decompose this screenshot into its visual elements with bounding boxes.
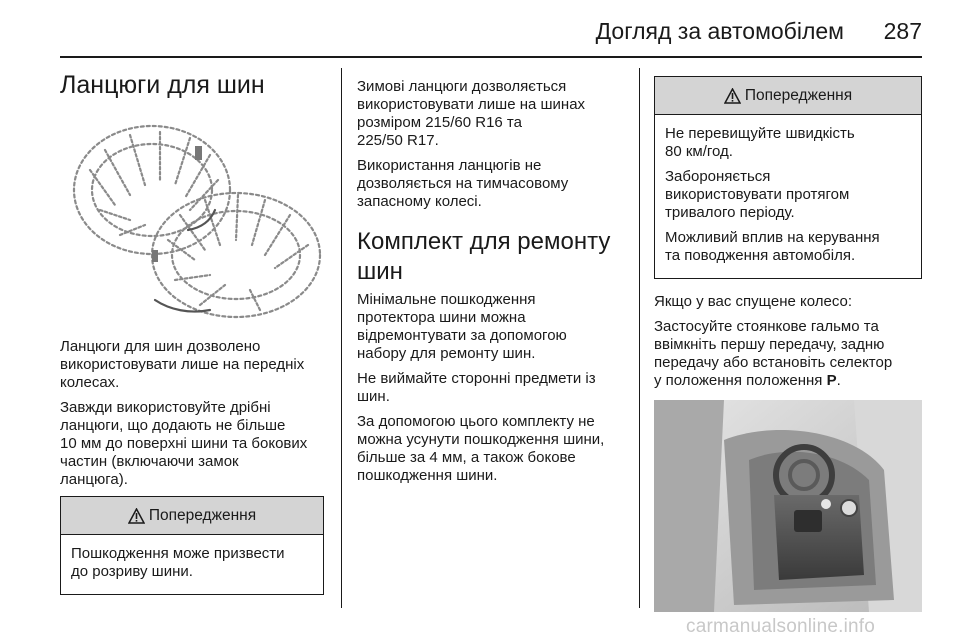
warning-text: Пошкодження може призвести до розриву шини.: [71, 545, 285, 580]
page-header: [60, 14, 922, 58]
warning-text-1: Не перевищуйте швидкість 80 км/год.: [665, 125, 855, 160]
repair-kit-para-2: Не виймайте сторонні предмети із шин.: [357, 370, 596, 405]
warning-header: [655, 77, 921, 115]
warning-box-1: [60, 496, 324, 595]
header-rule: [60, 56, 922, 58]
warning-triangle-icon: [128, 508, 145, 524]
warning-body: [655, 115, 921, 278]
watermark: carmanualsonline.info: [686, 616, 876, 637]
spare-wheel-para: Використання ланцюгів не дозволяється на тимчасовому запасному колесі.: [357, 157, 569, 210]
warning-box-2: [654, 76, 922, 279]
repair-kit-photo: [654, 400, 922, 612]
repair-kit-para-1: Мінімальне пошкодження протектора шини можна відремонтувати за допомогою набору для ремонту шин.: [357, 291, 567, 362]
column-2: [357, 78, 623, 492]
warning-body: [61, 535, 323, 594]
page-number: 287: [883, 18, 922, 44]
parking-brake-para: [654, 318, 922, 390]
warning-triangle-icon: [724, 88, 741, 104]
column-divider-2: [639, 68, 640, 608]
column-1: [60, 70, 324, 595]
warning-title: Попередження: [148, 506, 257, 524]
para-end: .: [836, 372, 841, 389]
section-title: Догляд за автомобілем: [595, 18, 844, 44]
snow-chains-heading: Ланцюги для шин: [60, 71, 265, 99]
trunk-compartment-image: [654, 400, 922, 612]
warning-title: Попередження: [744, 86, 853, 104]
column-3: [654, 76, 922, 612]
parking-brake-text: Застосуйте стоянкове гальмо та ввімкніть першу передачу, задню передачу або встановіть селектор у положення положення: [654, 318, 893, 389]
snow-chains-para-2: Завжди використовуйте дрібні ланцюги, що додають не більше 10 мм до поверхні шини та бокових частин (включаючи замок ланцюга).: [60, 399, 308, 488]
repair-kit-para-3: За допомогою цього комплекту не можна усунути пошкодження шини, більше за 4 мм, а також бокове пошкодження шини.: [357, 413, 605, 484]
warning-text-3: Можливий вплив на керування та поводження автомобіля.: [665, 229, 880, 264]
winter-chains-para: Зимові ланцюги дозволяється використовувати лише на шинах розміром 215/60 R16 та 225/50 R17.: [357, 78, 586, 149]
snow-chains-drawing: [60, 110, 324, 328]
snow-chains-para-1: Ланцюги для шин дозволено використовувати лише на передніх колесах.: [60, 338, 305, 391]
warning-header: [61, 497, 323, 535]
repair-kit-heading: Комплект для ремонту шин: [357, 228, 611, 285]
snow-chains-illustration: [60, 110, 324, 328]
selector-position: P: [826, 372, 837, 389]
column-divider-1: [341, 68, 342, 608]
warning-text-2: Забороняється використовувати протягом тривалого періоду.: [665, 168, 850, 221]
flat-tyre-para: Якщо у вас спущене колесо:: [654, 293, 853, 310]
